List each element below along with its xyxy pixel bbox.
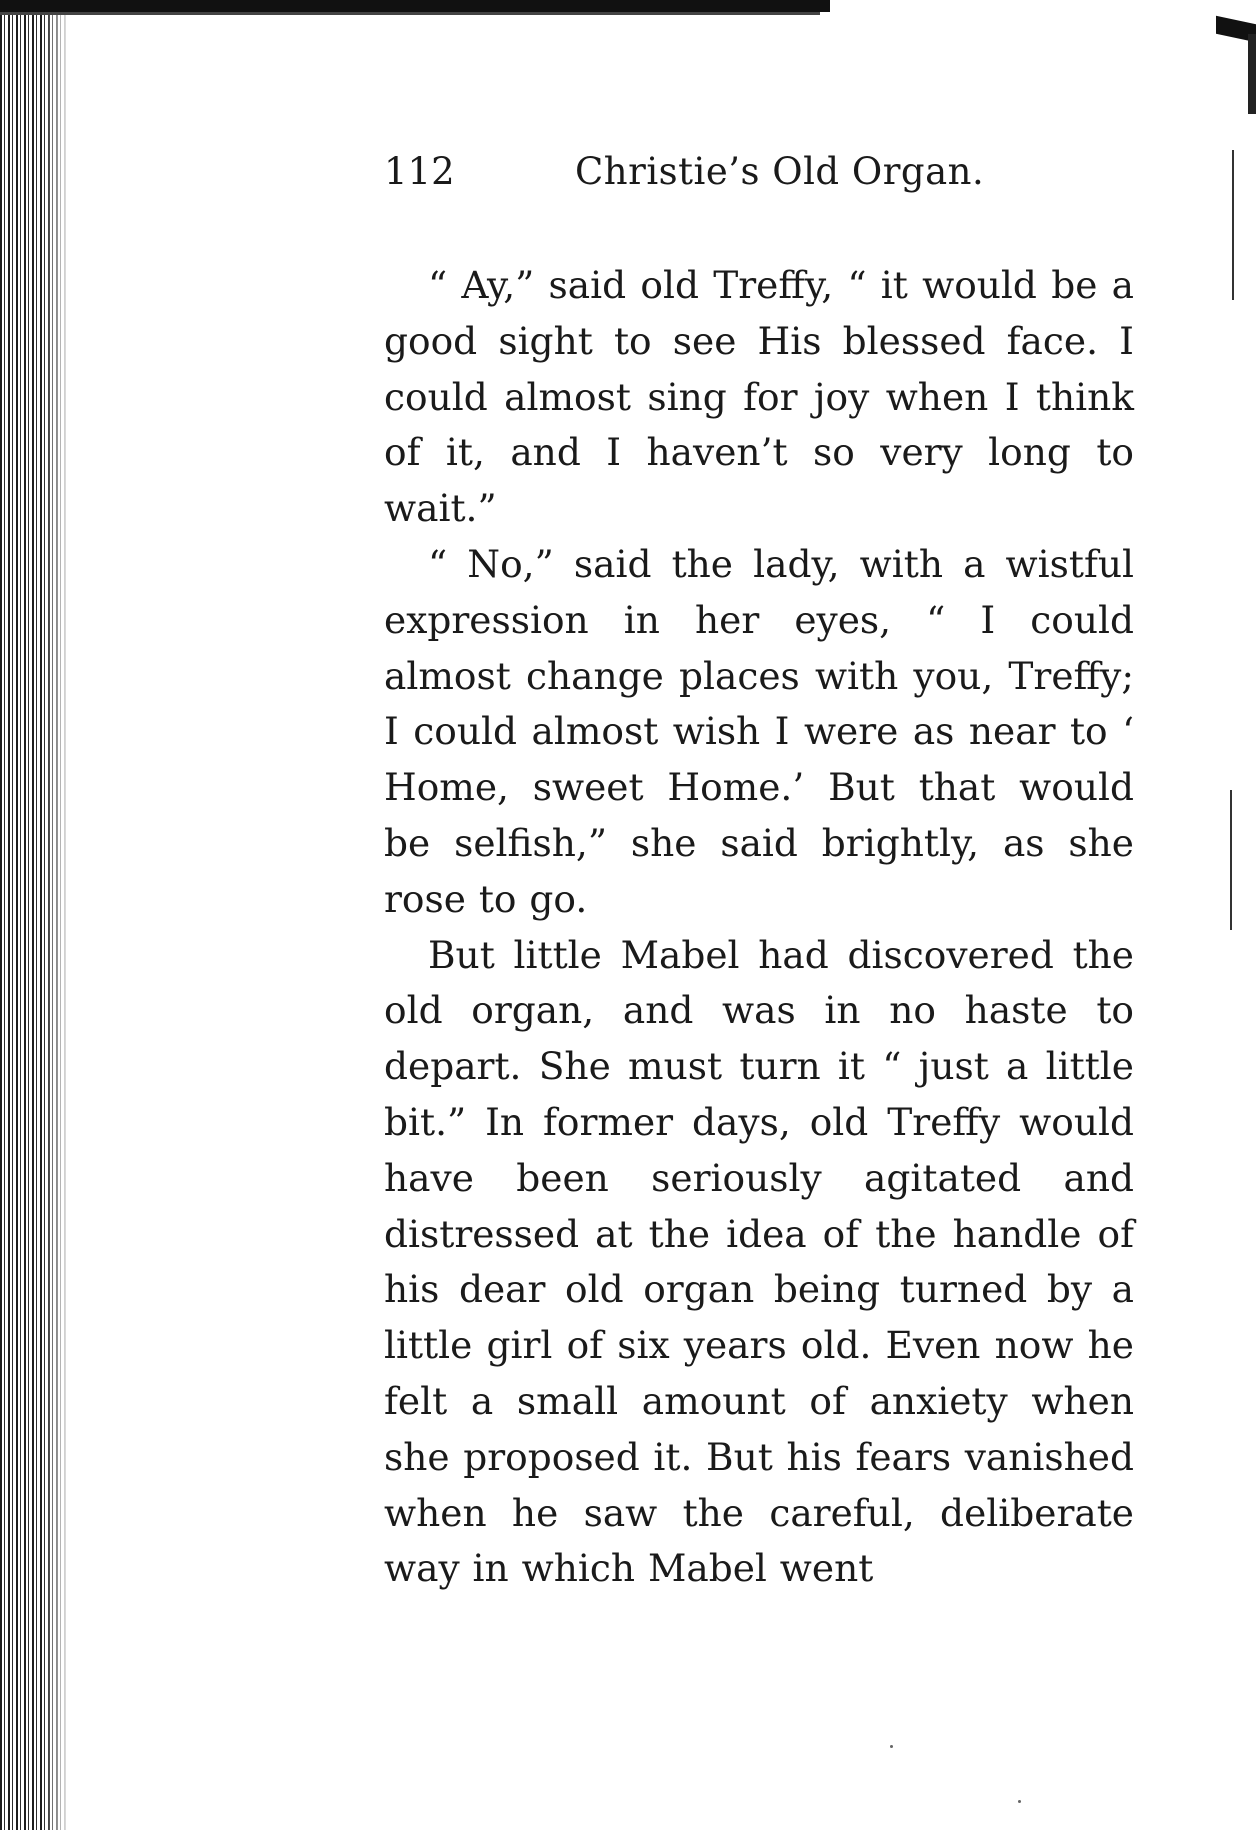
- paragraph-3: But little Mabel had discovered the old organ, and was in no haste to depart. She must turn it “ just a little bit.” In former days, old Treffy would have been seriously agitated and distressed at the idea of the handle of his dear old organ being turned by a little girl of six years old. Even now he felt a small amount of anxiety when she proposed it. But his fears vanished when he saw the careful, deliberate way in which Mabel went: [384, 932, 1134, 1591]
- scan-edge-line-upper: [1232, 150, 1234, 300]
- scan-top-border-thin: [0, 12, 820, 15]
- running-header: [384, 150, 1134, 210]
- scan-speck: [890, 1745, 893, 1748]
- page-number: 112: [384, 150, 455, 193]
- scan-speck: [1018, 1800, 1021, 1803]
- scan-corner-edge: [1248, 34, 1256, 114]
- scan-edge-line-lower: [1230, 790, 1232, 930]
- paragraph-1: “ Ay,” said old Treffy, “ it would be a good sight to see His blessed face. I could almost sing for joy when I think of it, and I haven’t so very long to wait.”: [384, 263, 1134, 531]
- running-title: Christie’s Old Organ.: [575, 150, 985, 193]
- body-text: [384, 258, 1134, 1597]
- scan-top-border: [0, 0, 830, 12]
- book-page: [384, 150, 1134, 1597]
- spine-shadow: [44, 0, 66, 1830]
- paragraph-2: “ No,” said the lady, with a wistful expression in her eyes, “ I could almost change places with you, Treffy; I could almost wish I were as near to ‘ Home, sweet Home.’ But that would be selfish,” she said brightly, as she rose to go.: [384, 541, 1134, 921]
